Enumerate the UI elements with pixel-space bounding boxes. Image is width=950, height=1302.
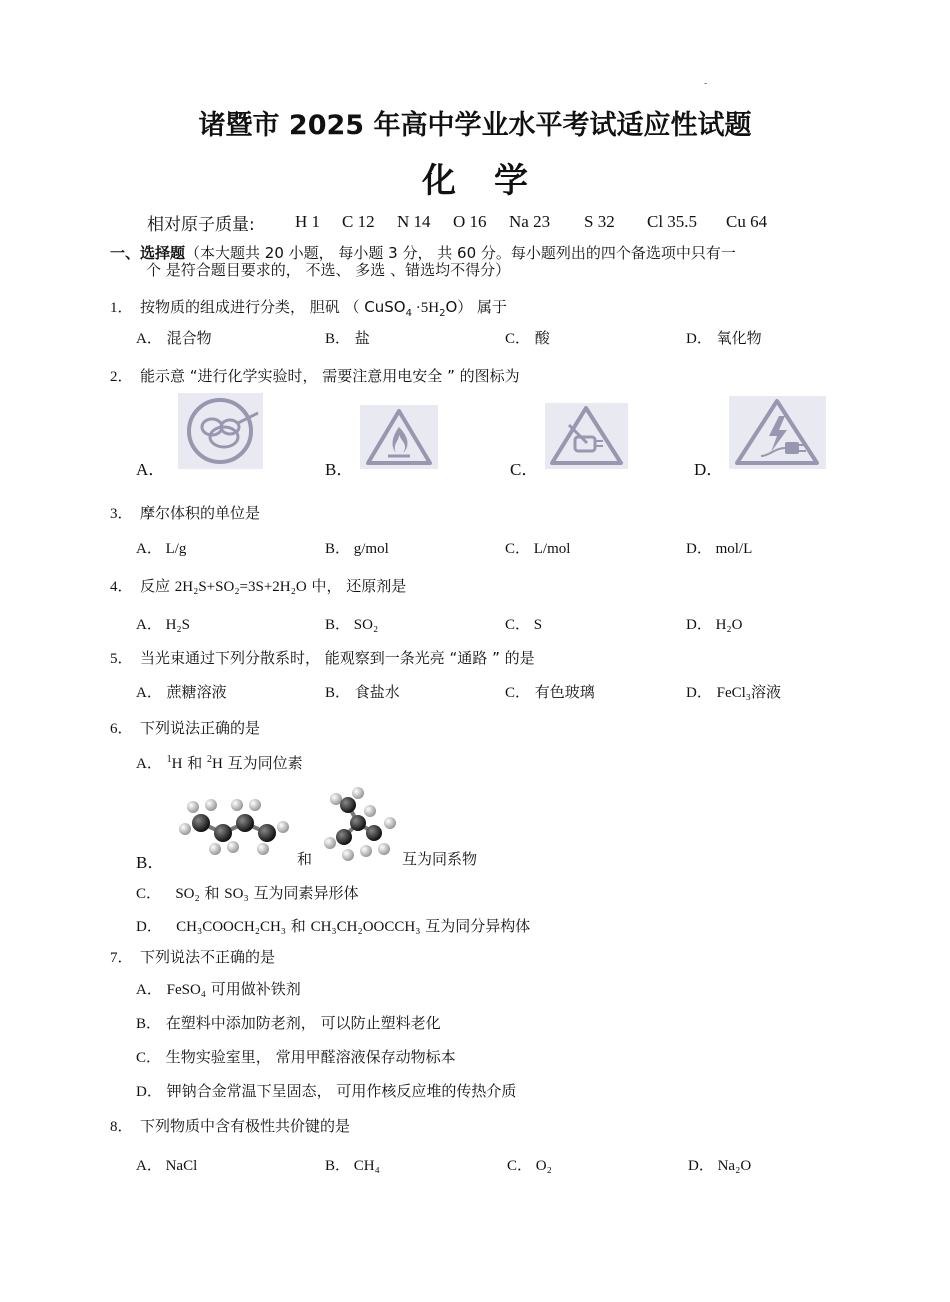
q7-option-d[interactable]: D． 钾钠合金常温下呈固态， 可用作核反应堆的传热介质	[136, 1082, 517, 1100]
q4-option-a[interactable]: A． H₂S	[136, 617, 190, 633]
q3-option-c[interactable]: C． L/mol	[505, 541, 571, 557]
question-7: 7． 下列说法不正确的是	[110, 948, 276, 966]
atomic-mass-s: S 32	[584, 212, 615, 231]
q8-option-d[interactable]: D． Na₂O	[688, 1158, 752, 1174]
q1-option-b[interactable]: B． 盐	[325, 329, 370, 347]
q8-option-c[interactable]: C． O₂	[507, 1158, 552, 1174]
section-title: 一、选择题	[110, 244, 186, 262]
q6-option-a[interactable]: A． $^1$H 和 $^2$H 互为同位素	[136, 754, 303, 772]
q3-option-b[interactable]: B． g/mol	[325, 541, 389, 557]
q5-option-a[interactable]: A． 蔗糖溶液	[136, 683, 227, 701]
q6-option-b-and: 和	[297, 850, 313, 868]
q2-option-d-label[interactable]: D．	[694, 460, 724, 479]
butane-molecule-model	[175, 795, 293, 857]
question-3: 3． 摩尔体积的单位是	[110, 504, 261, 522]
atomic-mass-line	[147, 210, 255, 235]
atomic-mass-n: N 14	[397, 212, 431, 231]
q2-option-a-label[interactable]: A．	[136, 460, 166, 479]
atomic-mass-o: O 16	[453, 212, 487, 231]
section-heading	[110, 245, 736, 261]
question-6: 6． 下列说法正确的是	[110, 719, 261, 737]
q7-option-a[interactable]: A． FeSO₄ 可用做补铁剂	[136, 980, 301, 998]
q7-option-b[interactable]: B． 在塑料中添加防老剂， 可以防止塑料老化	[136, 1014, 441, 1032]
question-5: 5． 当光束通过下列分散系时， 能观察到一条光亮 “通路 ” 的是	[110, 649, 535, 667]
page-title: 诸暨市 2025 年高中学业水平考试适应性试题	[198, 110, 752, 141]
q1-option-d[interactable]: D． 氧化物	[686, 329, 762, 347]
flame-warning-icon[interactable]	[360, 405, 438, 469]
question-8: 8． 下列物质中含有极性共价键的是	[110, 1117, 351, 1135]
q1-option-c[interactable]: C． 酸	[505, 329, 550, 347]
q7-option-c[interactable]: C． 生物实验室里， 常用甲醛溶液保存动物标本	[136, 1048, 456, 1066]
atomic-mass-cu: Cu 64	[726, 212, 768, 231]
atomic-mass-label: 相对原子质量:	[147, 215, 255, 235]
q6-option-c[interactable]: C． SO₂ 和 SO₃ 互为同素异形体	[136, 884, 359, 902]
q5-option-b[interactable]: B． 食盐水	[325, 683, 400, 701]
q5-option-d[interactable]: D． FeCl₃溶液	[686, 683, 782, 701]
q4-option-d[interactable]: D． H₂O	[686, 617, 743, 633]
atomic-mass-h: H 1	[295, 212, 321, 231]
q4-option-c[interactable]: C． S	[505, 617, 543, 633]
q1-option-a[interactable]: A． 混合物	[136, 329, 212, 347]
question-1: 1． 按物质的组成进行分类， 胆矾 （ CuSO$_4$ $\cdot 5H_2O$） 属于	[110, 298, 508, 319]
isobutane-molecule-model	[322, 785, 398, 861]
atomic-mass-na: Na 23	[509, 212, 551, 231]
q2-option-c-label[interactable]: C．	[510, 460, 539, 479]
section-desc-2: 个 是符合题目要求的， 不选、 多选 、错选均不得分）	[146, 261, 511, 279]
q6-option-b-text: 互为同系物	[402, 850, 478, 868]
subject-title: 化学	[422, 161, 566, 201]
q5-option-c[interactable]: C． 有色玻璃	[505, 683, 595, 701]
q8-option-b[interactable]: B． CH₄	[325, 1158, 380, 1174]
q3-option-d[interactable]: D． mol/L	[686, 541, 753, 557]
question-2: 2． 能示意 “进行化学实验时， 需要注意用电安全 ” 的图标为	[110, 367, 520, 385]
atomic-mass-cl: Cl 35.5	[647, 212, 698, 231]
q6-option-d[interactable]: D． CH₃COOCH₂CH₃ 和 CH₃CH₂OOCCH₃ 互为同分异构体	[136, 917, 531, 935]
section-desc-1: （本大题共 20 小题， 每小题 3 分， 共 60 分。每小题列出的四个备选项中只有一	[185, 244, 736, 262]
no-food-icon[interactable]	[178, 393, 263, 469]
corner-mark: -	[704, 78, 708, 89]
electric-safety-icon[interactable]	[729, 396, 826, 469]
hand-wash-warning-icon[interactable]	[545, 403, 628, 469]
question-4: 4． 反应 2H₂S+SO₂=3S+2H₂O 中， 还原剂是	[110, 577, 407, 595]
q3-option-a[interactable]: A． L/g	[136, 541, 187, 557]
atomic-mass-c: C 12	[342, 212, 375, 231]
q2-option-b-label[interactable]: B．	[325, 460, 354, 479]
q4-option-b[interactable]: B． SO₂	[325, 617, 379, 633]
q6-option-b-label[interactable]: B．	[136, 853, 165, 872]
q8-option-a[interactable]: A． NaCl	[136, 1158, 198, 1174]
